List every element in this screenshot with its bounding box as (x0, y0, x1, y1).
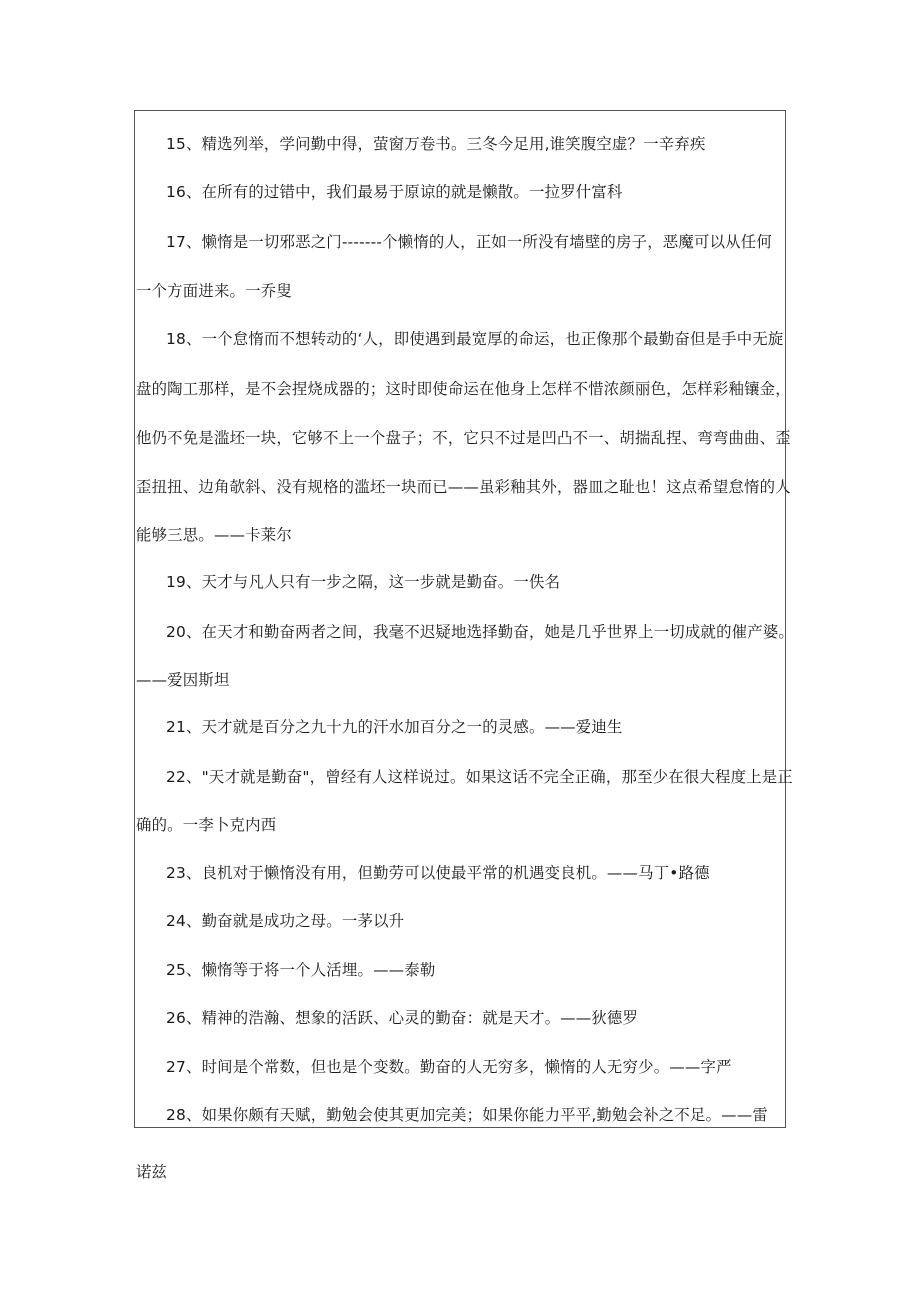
overflow-text: 诺兹 (136, 1163, 167, 1181)
quote-line: 17、懒惰是一切邪恶之门-------个懒惰的人，正如一所没有墙壁的房子，恶魔可以从任何 (166, 233, 772, 251)
quote-line: 26、精神的浩瀚、想象的活跃、心灵的勤奋：就是天才。——狄德罗 (166, 1009, 639, 1027)
quote-line: 16、在所有的过错中，我们最易于原谅的就是懒散。一拉罗什富科 (166, 183, 623, 201)
quote-line: 22、"天才就是勤奋"，曾经有人这样说过。如果这话不完全正确，那至少在很大程度上是正 (166, 768, 793, 786)
quote-line: ——爱因斯坦 (136, 671, 230, 689)
quote-line: 18、一个怠惰而不想转动的‘人，即使遇到最宽厚的命运，也正像那个最勤奋但是手中无旋 (166, 330, 784, 348)
quote-line: 15、精选列举，学问勤中得，萤窗万卷书。三冬今足用,谁笑腹空虚？一辛弃疾 (166, 135, 706, 153)
quote-line: 确的。一李卜克内西 (136, 816, 277, 834)
quote-line: 20、在天才和勤奋两者之间，我毫不迟疑地选择勤奋，她是几乎世界上一切成就的催产婆。 (166, 623, 795, 641)
quote-line: 能够三思。——卡莱尔 (136, 526, 292, 544)
quote-line: 21、天才就是百分之九十九的汗水加百分之一的灵感。——爱迪生 (166, 718, 623, 736)
quote-line: 歪扭扭、边角欹斜、没有规格的滥坯一块而已——虽彩釉其外，器皿之耻也！这点希望怠惰的人 (136, 478, 791, 496)
quote-line: 盘的陶工那样，是不会捏烧成器的；这时即使命运在他身上怎样不惜浓颜丽色，怎样彩釉镶金， (136, 380, 791, 398)
quote-line: 28、如果你颇有天赋，勤勉会使其更加完美；如果你能力平平,勤勉会补之不足。——雷 (166, 1106, 768, 1124)
quote-line: 他仍不免是滥坯一块，它够不上一个盘子；不，它只不过是凹凸不一、胡揣乱捏、弯弯曲曲、歪 (136, 429, 791, 447)
quote-line: 27、时间是个常数，但也是个变数。勤奋的人无穷多，懒惰的人无穷少。——字严 (166, 1058, 732, 1076)
quote-line: 23、良机对于懒惰没有用，但勤劳可以使最平常的机遇变良机。——马丁•路德 (166, 864, 710, 882)
quote-line: 19、天才与凡人只有一步之隔，这一步就是勤奋。一佚名 (166, 573, 561, 591)
quote-line: 25、懒惰等于将一个人活埋。——泰勒 (166, 961, 436, 979)
quote-line: 一个方面进来。一乔叟 (136, 282, 292, 300)
quote-line: 24、勤奋就是成功之母。一茅以升 (166, 912, 405, 930)
